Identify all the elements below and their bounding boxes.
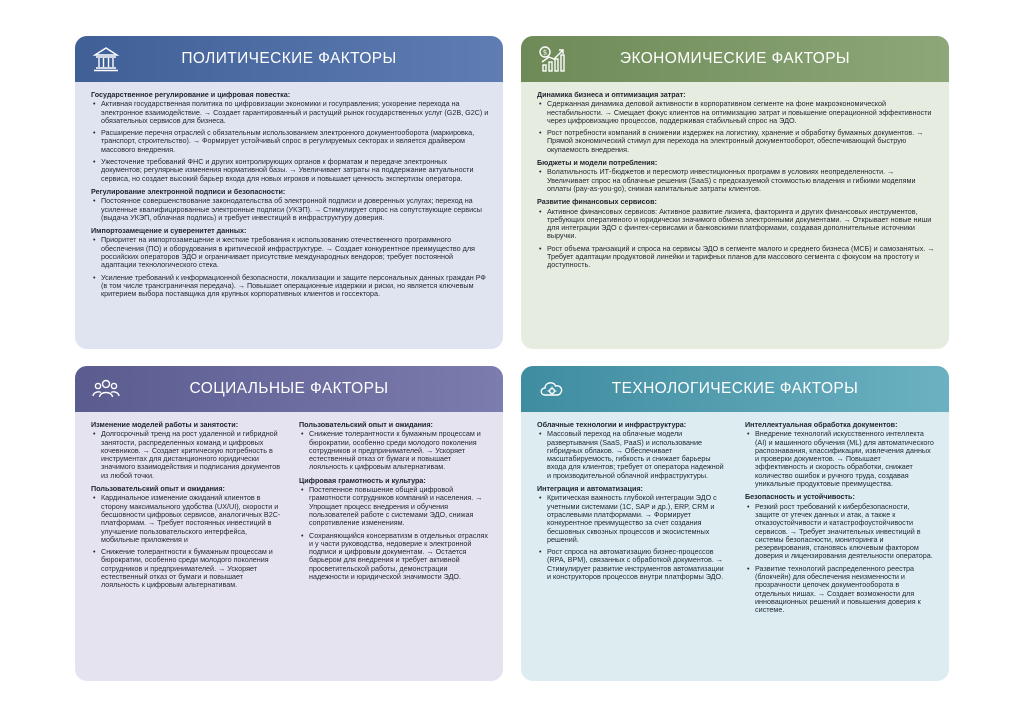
cloud-gear-icon <box>537 374 567 404</box>
section-title: Импортозамещение и суверенитет данных: <box>91 226 247 236</box>
bullet-item: • Расширение перечня отраслей с обязательным использованием электронного документооборота (маркировка, транспорт, строительство). → Формирует устойчивый спрос в регулируемых секторах и является драйвером массового внедрения. <box>91 129 489 154</box>
technological-header <box>521 366 949 412</box>
political-header <box>75 36 503 82</box>
bullet-item: • Внедрение технологий искусственного интеллекта (AI) и машинного обучения (ML) для автоматического распознавания, классификации, извлечения данных и проверки документов. → Повышает эффективность и скорость обработки, снижает количество ошибок и ручного труда, создавая уникальные продуктовые преимущества. <box>745 430 935 488</box>
bullet-item: • Рост спроса на автоматизацию бизнес-процессов (RPA, BPM), связанных с обработкой документов. → Стимулирует развитие инструментов автоматизации и конструкторов процессов внутри платформы ЭДО. <box>537 548 727 581</box>
bullet-list <box>537 168 935 193</box>
bullet-list <box>91 100 489 183</box>
section-title: Регулирование электронной подписи и безопасности: <box>91 186 286 196</box>
bullet-item: • Усиление требований к информационной безопасности, локализации и защите персональных данных граждан РФ (в том числе трансграничная передача). → Повышает операционные издержки и риски, но является ключевым критерием выбора поставщика для крупных корпоративных клиентов и госсектора. <box>91 274 489 299</box>
bullet-item: • Снижение толерантности к бумажным процессам и бюрократии, особенно среди молодого поколения сотрудников и предпринимателей. → Ускоряет естественный отказ от бумаги и повышает лояльность к цифровым альтернативам. <box>91 548 281 589</box>
bullet-item: • Критическая важность глубокой интеграции ЭДО с учетными системами (1С, SAP и др.), ERP, CRM и отраслевыми платформами. → Формирует конкурентное преимущество за счет создания бесшовных сквозных процессов и экосистемных решений. <box>537 494 727 544</box>
social-column-right <box>299 421 489 594</box>
social-body <box>75 412 503 602</box>
bullet-item: • Рост потребности компаний в снижении издержек на логистику, хранение и обработку бумажных документов. → Прямой экономический стимул для перехода на электронный документооборот, обеспечивающий быструю окупаемость внедрения. <box>537 129 935 154</box>
bullet-list <box>91 197 489 222</box>
technological-body <box>521 412 949 627</box>
section-title: Развитие финансовых сервисов: <box>537 197 657 207</box>
technological-factors-card <box>521 366 949 681</box>
section-title: Безопасность и устойчивость: <box>745 492 855 502</box>
technological-column-right <box>745 421 935 619</box>
bullet-item: • Снижение толерантности к бумажным процессам и бюрократии, особенно среди молодого поколения сотрудников и предпринимателей. → Ускоряет естественный отказ от бумаги и повышает лояльность к цифровым альтернативам. <box>299 430 489 471</box>
section-title: Пользовательский опыт и ожидания: <box>299 420 433 429</box>
bullet-list <box>91 430 281 480</box>
section-title: Государственное регулирование и цифровая повестка: <box>91 90 291 99</box>
social-factors-card <box>75 366 503 681</box>
technological-title: ТЕХНОЛОГИЧЕСКИЕ ФАКТОРЫ <box>611 380 859 397</box>
growth-chart-icon <box>537 44 567 74</box>
bullet-item: • Активное финансовых сервисов: Активное развитие лизинга, факторинга и других финансовых инструментов, требующих оперативного и юридически значимого обмена электронными документами. → Открывает новые ниши для интеграции ЭДО с финтех-сервисами и банковскими платформами, создавая дополнительные источники выручки. <box>537 208 935 241</box>
people-group-icon <box>91 374 121 404</box>
bullet-list <box>91 236 489 298</box>
economic-header <box>521 36 949 82</box>
bullet-item: • Волатильность ИТ-бюджетов и пересмотр инвестиционных программ в условиях неопределенности. → Увеличивает спрос на облачные решения (SaaS) с предсказуемой стоимостью владения и гибкими моделями оплаты (pay-as-you-go), снижая капитальные затраты клиентов. <box>537 168 935 193</box>
political-factors-card <box>75 36 503 349</box>
section-title: Цифровая грамотность и культура: <box>299 475 426 485</box>
economic-factors-card <box>521 36 949 349</box>
bullet-list <box>745 430 935 488</box>
bullet-list <box>745 503 935 615</box>
section-title: Интеллектуальная обработка документов: <box>745 420 898 429</box>
social-column-left <box>91 421 281 594</box>
government-building-icon <box>91 44 121 74</box>
political-body <box>75 82 503 311</box>
bullet-list <box>91 494 281 589</box>
bullet-item: • Активная государственная политика по цифровизации экономики и госуправления; ускорение перехода на электронное взаимодействие. → Создает гарантированный и растущий рынок государственных услуг (G2B, G2C) и обязательных сервисов для бизнеса. <box>91 100 489 125</box>
bullet-item: • Постоянное совершенствование законодательства об электронной подписи и доверенных услугах; переход на усиленные квалифицированные электронные подписи (УКЭП). → Стимулирует спрос на сопутствующие сервисы (выдача УКЭП, облачная подпись) и требует инвестиций в инфраструктуру доверия. <box>91 197 489 222</box>
bullet-item: • Рост объема транзакций и спроса на сервисы ЭДО в сегменте малого и среднего бизнеса (МСБ) и самозанятых. → Требует адаптации продуктовой линейки и тарифных планов для массового сегмента с фокусом на простоту и доступность. <box>537 245 935 270</box>
bullet-list <box>537 100 935 154</box>
bullet-item: • Приоритет на импортозамещение и жесткие требования к использованию отечественного программного обеспечения (ПО) и оборудования в критической инфраструктуре. → Создает конкурентное преимущество для российских операторов ЭДО и ограничивает присутствие международных вендоров; требует постоянной адаптации технологического стека. <box>91 236 489 269</box>
section-title: Интеграция и автоматизация: <box>537 484 643 494</box>
technological-column-left <box>537 421 727 619</box>
section-title: Бюджеты и модели потребления: <box>537 158 658 168</box>
bullet-item: • Постепенное повышение общей цифровой грамотности сотрудников компаний и населения. → Упрощает процесс внедрения и обучения пользователей работе с системами ЭДО, снижая сопротивление изменениям. <box>299 486 489 527</box>
bullet-list <box>537 208 935 270</box>
section-title: Динамика бизнеса и оптимизация затрат: <box>537 90 686 99</box>
bullet-item: • Кардинальное изменение ожиданий клиентов в сторону максимального удобства (UX/UI), скорости и бесшовности цифровых сервисов, аналогичных B2C-платформам. → Требует постоянных инвестиций в улучшение пользовательского интерфейса, мобильные приложения и <box>91 494 281 544</box>
bullet-list <box>299 486 489 581</box>
bullet-item: • Резкий рост требований к кибербезопасности, защите от утечек данных и атак, а также к отказоустойчивости и катастрофоустойчивости сервисов. → Требует значительных инвестиций в системы безопасности, мониторинга и резервирования, становясь ключевым фактором доверия и лицензирования деятельности оператора. <box>745 503 935 561</box>
bullet-item: • Долгосрочный тренд на рост удаленной и гибридной занятости, распределенных команд и цифровых кочевников. → Создает критическую потребность в инструментах для дистанционного юридически значимого взаимодействия и подписания документов из любой точки. <box>91 430 281 480</box>
bullet-item: • Развитие технологий распределенного реестра (блокчейн) для обеспечения неизменности и прозрачности цепочек документооборота в отдельных нишах. → Создает возможности для инновационных решений и повышения доверия к системе. <box>745 565 935 615</box>
section-title: Пользовательский опыт и ожидания: <box>91 484 225 494</box>
political-title: ПОЛИТИЧЕСКИЕ ФАКТОРЫ <box>181 50 397 67</box>
social-title: СОЦИАЛЬНЫЕ ФАКТОРЫ <box>189 380 389 397</box>
bullet-list <box>537 430 727 480</box>
bullet-list <box>537 494 727 581</box>
bullet-item: • Сохраняющийся консерватизм в отдельных отраслях и у части руководства, недоверие к электронной подписи и цифровым документам. → Остается барьером для внедрения и требует активной просветительской работы, демонстрации надежности и юридической значимости ЭДО. <box>299 532 489 582</box>
bullet-item: • Сдержанная динамика деловой активности в корпоративном сегменте на фоне макроэкономической нестабильности. → Смещает фокус клиентов на оптимизацию затрат и повышение операционной эффективности через цифровизацию процессов, поддерживая стабильный спрос на ЭДО. <box>537 100 935 125</box>
economic-title: ЭКОНОМИЧЕСКИЕ ФАКТОРЫ <box>619 50 851 67</box>
bullet-item: • Массовый переход на облачные модели развертывания (SaaS, PaaS) и использование гибридных облаков. → Обеспечивает масштабируемость, гибкость и снижает барьеры входа для клиентов; требует от оператора надежной и производительной облачной инфраструктуры. <box>537 430 727 480</box>
bullet-item: • Ужесточение требований ФНС и других контролирующих органов к форматам и передаче электронных документов; регулярные изменения нормативной базы. → Увеличивает затраты на поддержание актуальности сервиса, но создает высокий барьер входа для новых игроков и повышает ценность экспертизы оператора. <box>91 158 489 183</box>
svg-text:$: $ <box>542 48 548 57</box>
section-title: Облачные технологии и инфраструктура: <box>537 420 687 429</box>
social-header <box>75 366 503 412</box>
section-title: Изменение моделей работы и занятости: <box>91 420 239 429</box>
economic-body <box>521 82 949 282</box>
bullet-list <box>299 430 489 471</box>
